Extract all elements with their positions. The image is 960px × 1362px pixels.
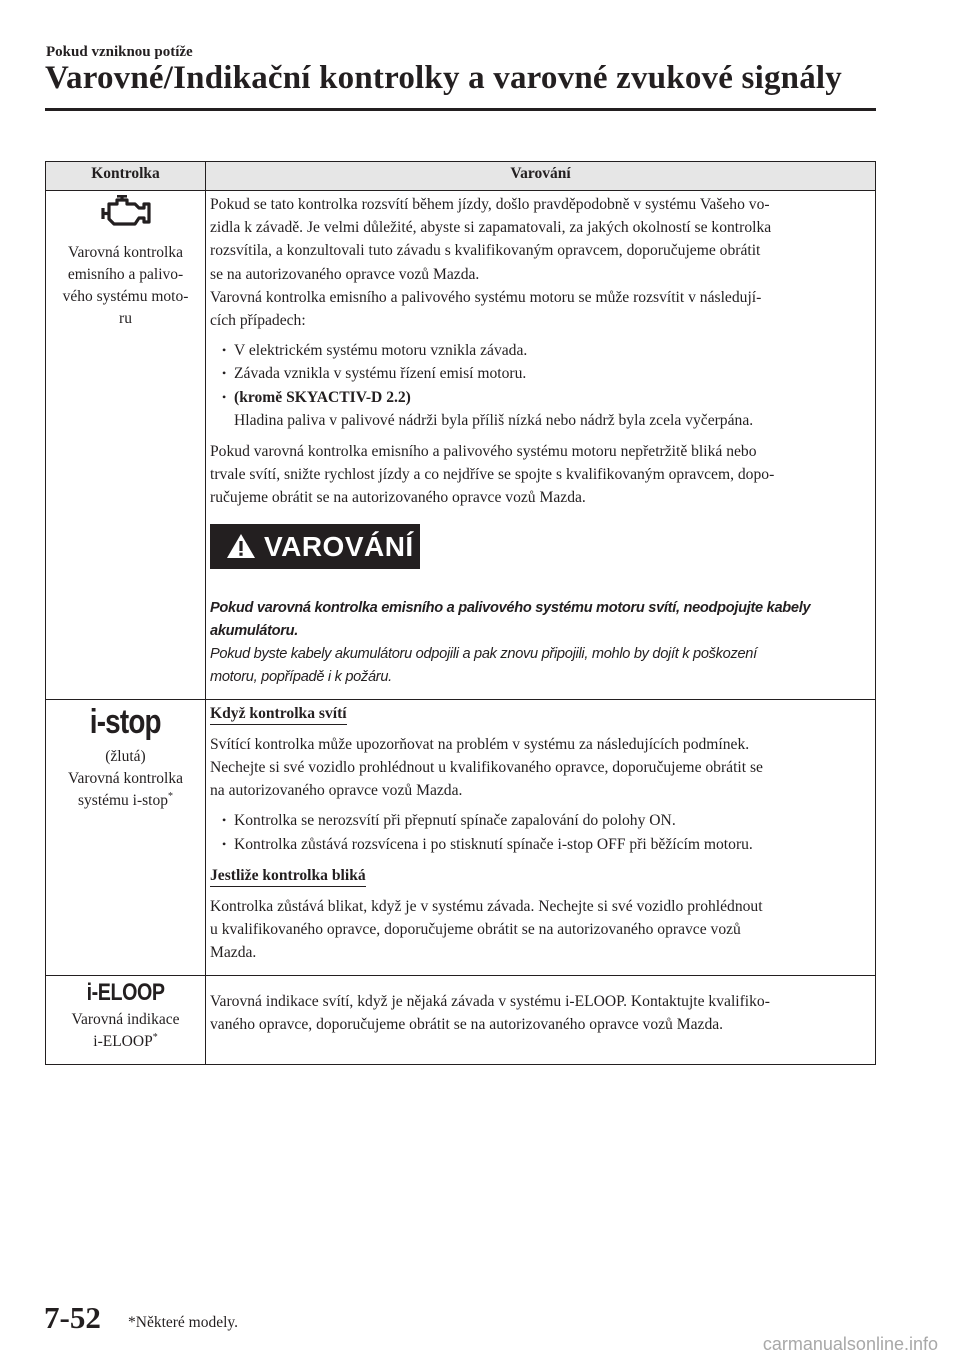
warning-triangle-icon bbox=[226, 533, 256, 559]
table-header-row bbox=[46, 162, 876, 191]
istop-heading-blink: Jestliže kontrolka bliká bbox=[210, 866, 366, 887]
engine-paragraph-1 bbox=[210, 193, 867, 286]
text-line: na autorizovaného opravce vozů Mazda. bbox=[210, 782, 463, 800]
table-row-engine bbox=[46, 191, 876, 700]
list-item-text: Hladina paliva v palivové nádrži byla příliš nízká nebo nádrž byla zcela vyčerpána. bbox=[234, 411, 754, 429]
footnote-marker: * bbox=[152, 1031, 158, 1043]
engine-cause-list bbox=[210, 339, 867, 432]
engine-label-line: vého systému moto- bbox=[62, 288, 189, 306]
table-row-ieloop bbox=[46, 975, 876, 1064]
text-line: ručujeme obrátit se na autorizovaného opravce vozů Mazda. bbox=[210, 489, 586, 507]
istop-heading-lit: Když kontrolka svítí bbox=[210, 704, 347, 725]
col-header-indicator: Kontrolka bbox=[46, 162, 206, 191]
watermark: carmanualsonline.info bbox=[762, 1334, 938, 1354]
list-item bbox=[222, 386, 867, 432]
text-line: u kvalifikovaného opravce, doporučujeme obrátit se na autorizovaného opravce vozů bbox=[210, 921, 741, 939]
istop-label-line: (žlutá) bbox=[105, 747, 146, 765]
list-item: • Závada vznikla v systému řízení emisí motoru. bbox=[222, 362, 867, 385]
warning-lights-table bbox=[45, 161, 876, 1065]
col-header-warning: Varování bbox=[206, 162, 876, 191]
istop-condition-list bbox=[210, 809, 867, 855]
text-line: trvale svítí, snižte rychlost jízdy a co nejdříve se spojte s kvalifikovaným opravcem, dopo- bbox=[210, 466, 775, 484]
istop-paragraph-2 bbox=[210, 895, 867, 965]
text-line: se na autorizovaného opravce vozů Mazda. bbox=[210, 265, 480, 283]
ieloop-label-text: i-ELOOP bbox=[93, 1032, 153, 1050]
text-line: Mazda. bbox=[210, 944, 257, 962]
engine-paragraph-3 bbox=[210, 440, 867, 510]
text-line: Svítící kontrolka může upozorňovat na problém v systému za následujících podmínek. bbox=[210, 735, 750, 753]
warning-text bbox=[210, 597, 867, 689]
ieloop-indicator-cell bbox=[46, 975, 206, 1064]
ieloop-icon: i-ELOOP bbox=[86, 978, 165, 1006]
footnote-marker: * bbox=[168, 790, 173, 802]
istop-label-line: Varovná kontrolka bbox=[68, 769, 183, 787]
list-item: • V elektrickém systému motoru vznikla závada. bbox=[222, 339, 867, 362]
ieloop-label-line bbox=[50, 1031, 201, 1053]
engine-check-icon bbox=[97, 195, 155, 229]
istop-warning-cell bbox=[206, 699, 876, 975]
engine-label-line: ru bbox=[119, 310, 132, 328]
text-line: Varovná kontrolka emisního a palivového systému motoru se může rozsvítit v následují- bbox=[210, 288, 762, 306]
engine-label-line: Varovná kontrolka bbox=[68, 244, 183, 262]
warning-line: Pokud byste kabely akumulátoru odpojili a pak znovu připojili, mohlo by dojít k poškození bbox=[210, 645, 757, 662]
istop-label-text: systému i-stop bbox=[78, 791, 168, 809]
footnote: *Některé modely. bbox=[128, 1314, 239, 1331]
text-line: vaného opravce, doporučujeme obrátit se na autorizovaného opravce vozů Mazda. bbox=[210, 1015, 724, 1033]
text-line: zidla k závadě. Je velmi důležité, abyste si zapamatovali, za jakých okolností se kontrolka bbox=[210, 219, 772, 237]
engine-paragraph-2 bbox=[210, 286, 867, 332]
ieloop-paragraph bbox=[210, 990, 867, 1036]
warning-bold-line: akumulátoru. bbox=[210, 622, 299, 639]
istop-paragraph-1 bbox=[210, 733, 867, 803]
istop-icon: i-stop bbox=[90, 702, 161, 741]
istop-label-line bbox=[50, 790, 201, 812]
text-line: rozsvítila, a konzultovali tuto závadu s kvalifikovaným opravcem, doporučujeme obrátit bbox=[210, 242, 761, 260]
section-label: Pokud vzniknou potíže bbox=[46, 44, 193, 60]
list-item-bold: • (kromě SKYACTIV-D 2.2) bbox=[234, 388, 411, 406]
text-line: Pokud varovná kontrolka emisního a palivového systému motoru nepřetržitě bliká nebo bbox=[210, 443, 757, 461]
engine-warning-cell bbox=[206, 191, 876, 700]
ieloop-warning-cell bbox=[206, 975, 876, 1064]
warning-line: motoru, popřípadě i k požáru. bbox=[210, 668, 392, 685]
text-line: Varovná indikace svítí, když je nějaká závada v systému i-ELOOP. Kontaktujte kvalifiko- bbox=[210, 992, 770, 1010]
text-line: Kontrolka zůstává blikat, když je v systému závada. Nechejte si své vozidlo prohlédnout bbox=[210, 898, 763, 916]
page-title: Varovné/Indikační kontrolky a varovné zvukové signály bbox=[45, 60, 842, 96]
table-row-istop bbox=[46, 699, 876, 975]
ieloop-label-line: Varovná indikace bbox=[71, 1010, 180, 1028]
list-item: • Kontrolka zůstává rozsvícena i po stisknutí spínače i-stop OFF při běžícím motoru. bbox=[222, 833, 867, 856]
list-item: • Kontrolka se nerozsvítí při přepnutí spínače zapalování do polohy ON. bbox=[222, 809, 867, 832]
page-number: 7-52 bbox=[44, 1300, 101, 1335]
warning-banner bbox=[210, 524, 420, 569]
engine-label-line: emisního a palivo- bbox=[67, 266, 184, 284]
warning-banner-label: VAROVÁNÍ bbox=[264, 530, 414, 562]
text-line: Pokud se tato kontrolka rozsvítí během jízdy, došlo pravděpodobně v systému Vašeho vo- bbox=[210, 196, 770, 213]
warning-bold-line: Pokud varovná kontrolka emisního a palivového systému motoru svítí, neodpojujte kabely bbox=[210, 599, 811, 616]
text-line: Nechejte si své vozidlo prohlédnout u kvalifikovaného opravce, doporučujeme obrátit se bbox=[210, 759, 763, 777]
text-line: cích případech: bbox=[210, 312, 306, 330]
istop-indicator-cell bbox=[46, 699, 206, 975]
engine-indicator-cell bbox=[46, 191, 206, 700]
title-rule bbox=[45, 108, 876, 111]
